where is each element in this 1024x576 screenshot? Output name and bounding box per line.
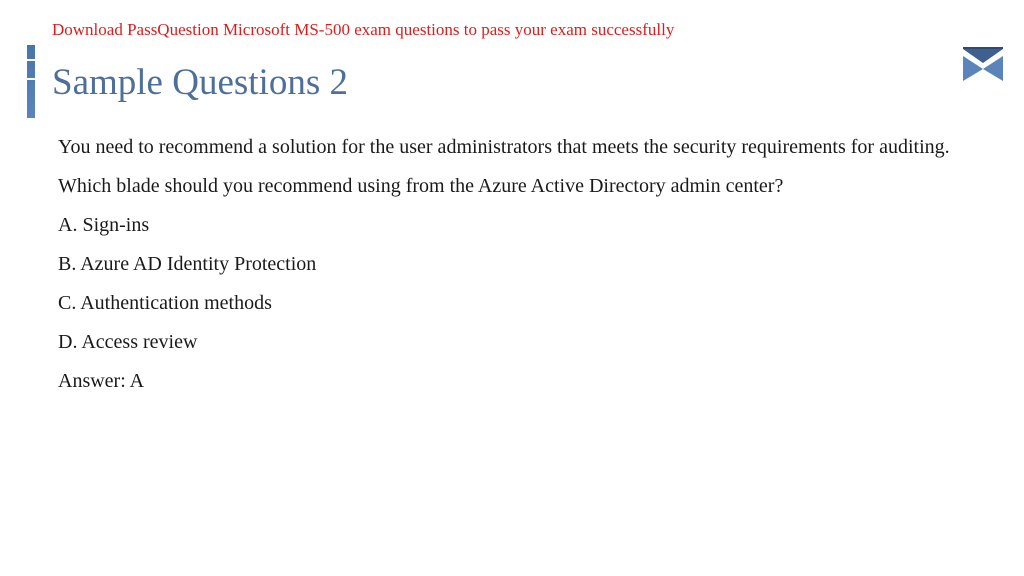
option-a: A. Sign-ins xyxy=(58,214,150,236)
slide-title: Sample Questions 2 xyxy=(52,62,348,103)
question-content xyxy=(58,128,970,401)
option-b: B. Azure AD Identity Protection xyxy=(58,253,317,275)
option-d: D. Access review xyxy=(58,331,198,353)
option-c: C. Authentication methods xyxy=(58,292,272,314)
title-accent-bar xyxy=(27,45,35,118)
question-text: You need to recommend a solution for the user administrators that meets the security requirements for auditing. xyxy=(58,136,950,158)
question-prompt: Which blade should you recommend using from the Azure Active Directory admin center? xyxy=(58,175,784,197)
chevron-logo-icon xyxy=(963,47,1003,81)
answer-text: Answer: A xyxy=(58,370,145,392)
download-link[interactable]: Download PassQuestion Microsoft MS-500 exam questions to pass your exam successfully xyxy=(52,20,675,39)
